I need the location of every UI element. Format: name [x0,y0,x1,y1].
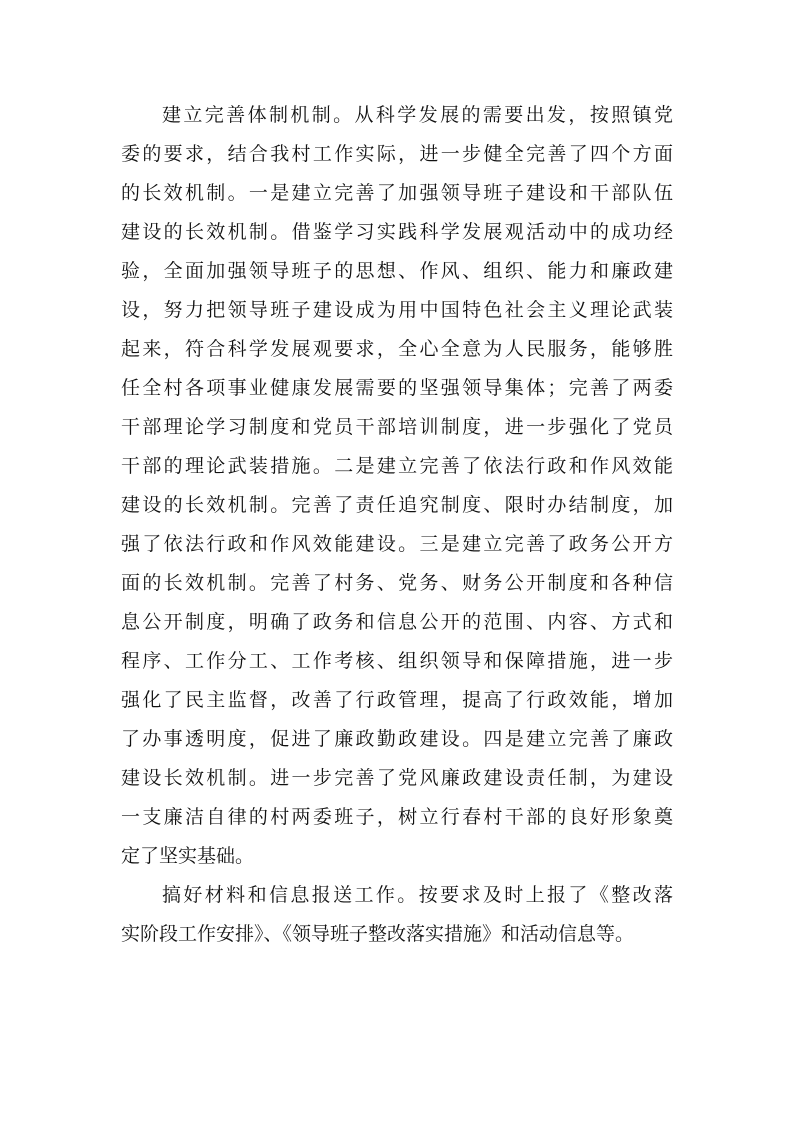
text-line: 的长效机制。一是建立完善了加强领导班子建设和干部队伍 [121,182,673,204]
text-line: 强化了民主监督，改善了行政管理，提高了行政效能，增加 [121,689,673,711]
text-line: 委的要求，结合我村工作实际，进一步健全完善了四个方面 [121,143,673,165]
paragraph-institutional-mechanisms [121,96,673,876]
paragraph-materials-reporting [121,876,673,954]
text-line: 建立完善体制机制。从科学发展的需要出发，按照镇党 [162,104,673,126]
text-line: 设，努力把领导班子建设成为用中国特色社会主义理论武装 [121,299,673,321]
text-line: 验，全面加强领导班子的思想、作风、组织、能力和廉政建 [121,260,673,282]
text-line: 搞好材料和信息报送工作。按要求及时上报了《整改落 [162,884,673,906]
text-line: 一支廉洁自律的村两委班子，树立行春村干部的良好形象奠 [121,806,673,828]
text-line: 强了依法行政和作风效能建设。三是建立完善了政务公开方 [121,533,673,555]
text-line: 任全村各项事业健康发展需要的坚强领导集体；完善了两委 [121,377,673,399]
text-line: 面的长效机制。完善了村务、党务、财务公开制度和各种信 [121,572,673,594]
text-line: 建设长效机制。进一步完善了党风廉政建设责任制，为建设 [121,767,673,789]
text-line: 起来，符合科学发展观要求，全心全意为人民服务，能够胜 [121,338,673,360]
text-line: 建设的长效机制。借鉴学习实践科学发展观活动中的成功经 [121,221,673,243]
text-line: 定了坚实基础。 [121,845,255,867]
text-line: 干部理论学习制度和党员干部培训制度，进一步强化了党员 [121,416,673,438]
text-line: 息公开制度，明确了政务和信息公开的范围、内容、方式和 [121,611,673,633]
text-line: 程序、工作分工、工作考核、组织领导和保障措施，进一步 [121,650,673,672]
text-line: 实阶段工作安排》、《领导班子整改落实措施》和活动信息等。 [121,923,635,945]
document-body [121,96,673,954]
text-line: 干部的理论武装措施。二是建立完善了依法行政和作风效能 [121,455,673,477]
text-line: 了办事透明度，促进了廉政勤政建设。四是建立完善了廉政 [121,728,673,750]
text-line: 建设的长效机制。完善了责任追究制度、限时办结制度，加 [121,494,673,516]
